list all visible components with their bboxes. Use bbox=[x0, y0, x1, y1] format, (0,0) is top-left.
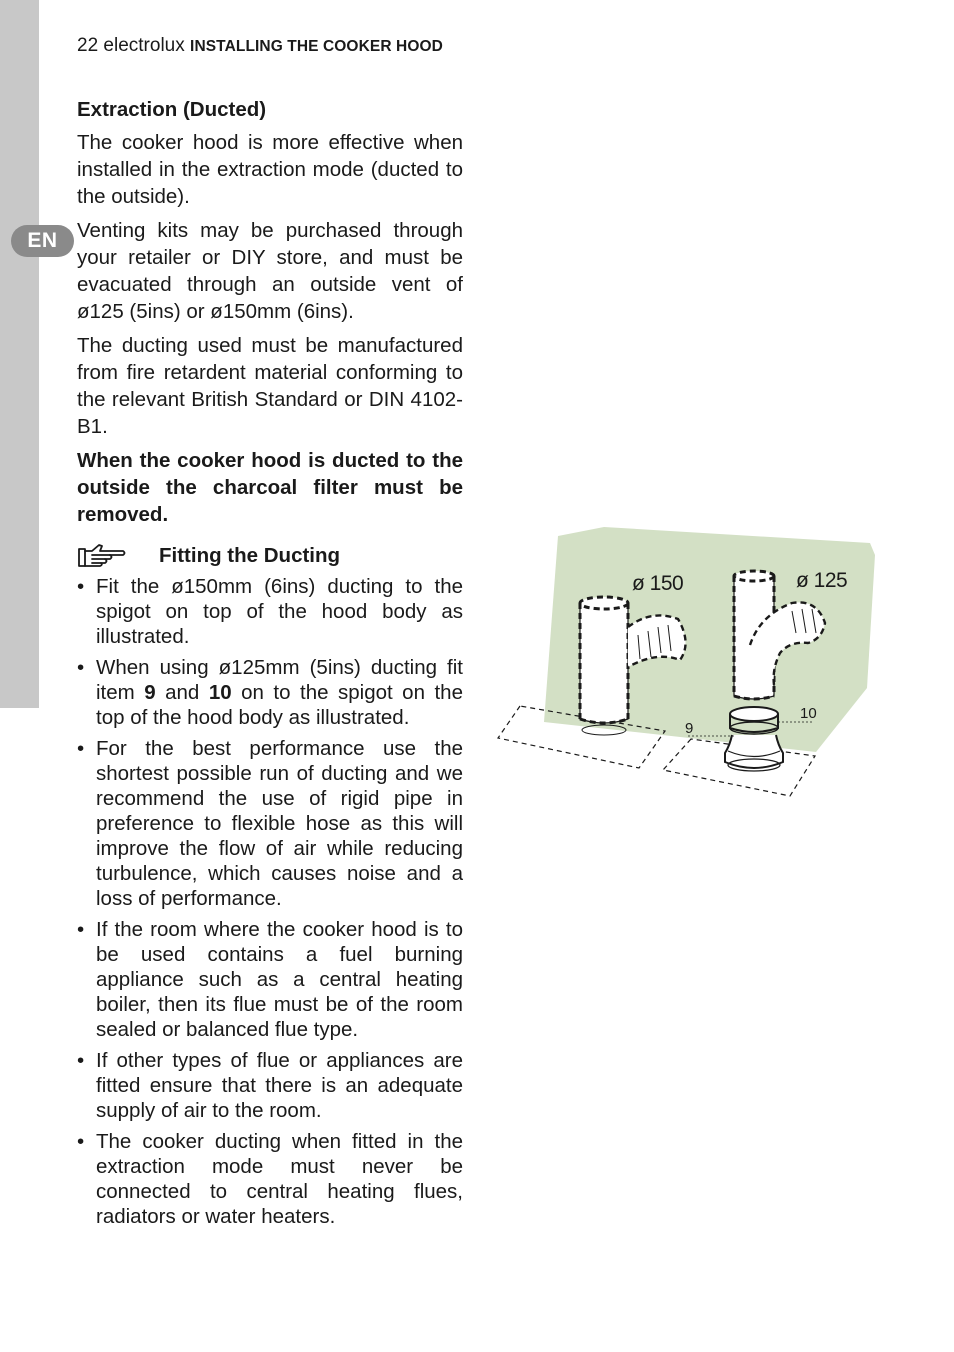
list-item: • If other types of flue or appliances are fitted ensure that there is an adequate supply of air to the room. bbox=[77, 1048, 463, 1123]
callout-9-label: 9 bbox=[685, 720, 694, 737]
running-header bbox=[77, 35, 443, 57]
main-column bbox=[77, 97, 463, 1235]
side-margin-bar bbox=[0, 0, 39, 708]
item-reference: 10 bbox=[208, 681, 232, 704]
pointing-hand-icon bbox=[77, 541, 129, 569]
fitting-instructions-list bbox=[77, 574, 463, 1229]
list-item bbox=[77, 655, 463, 730]
paragraph: Venting kits may be purchased through your retailer or DIY store, and must be evacuated through an outside vent of ø125 (5ins) or ø150mm (6ins). bbox=[77, 219, 463, 323]
list-item: • The cooker ducting when fitted in the extraction mode must never be connected to central heating flues, radiators or water heaters. bbox=[77, 1129, 463, 1229]
language-badge: EN bbox=[11, 225, 74, 257]
text-run: and bbox=[155, 681, 209, 704]
list-item: • For the best performance use the shortest possible run of ducting and we recommend the use of rigid pipe in preference to flexible hose as this will improve the flow of air while reducing turbulence, which causes noise and a loss of performance. bbox=[77, 736, 463, 911]
ducting-diagram bbox=[492, 523, 878, 803]
list-item: • If the room where the cooker hood is to be used contains a fuel burning appliance such as a central heating boiler, then its flue must be of the room sealed or balanced flue type. bbox=[77, 917, 463, 1042]
list-item: • Fit the ø150mm (6ins) ducting to the spigot on top of the hood body as illustrated. bbox=[77, 574, 463, 649]
text-run: on to the spigot on the top of the hood body as illustrated. bbox=[96, 681, 463, 729]
charcoal-filter-warning: When the cooker hood is ducted to the outside the charcoal filter must be removed. bbox=[77, 449, 463, 526]
item-reference: 9 bbox=[144, 681, 156, 704]
paragraph: The cooker hood is more effective when installed in the extraction mode (ducted to the outside). bbox=[77, 131, 463, 208]
diameter-125-label: ø 125 bbox=[796, 569, 848, 592]
fitting-heading: Fitting the Ducting bbox=[159, 543, 341, 567]
duct-pipe-150 bbox=[580, 597, 628, 735]
page-number: 22 bbox=[77, 35, 99, 56]
extraction-heading: Extraction (Ducted) bbox=[77, 98, 267, 121]
brand-name: electrolux bbox=[103, 35, 185, 56]
text-run: When using ø125mm (5ins) ducting fit item bbox=[96, 656, 463, 704]
paragraph: The ducting used must be manufactured from fire retardent material conforming to the relevant British Standard or DIN 4102-B1. bbox=[77, 334, 463, 438]
diameter-150-label: ø 150 bbox=[632, 572, 684, 595]
section-title: INSTALLING THE COOKER HOOD bbox=[190, 38, 443, 55]
callout-10-label: 10 bbox=[800, 705, 817, 722]
ducting-illustration bbox=[492, 523, 878, 803]
spigot-reducer-9 bbox=[725, 735, 783, 771]
fitting-subheading bbox=[77, 540, 463, 570]
